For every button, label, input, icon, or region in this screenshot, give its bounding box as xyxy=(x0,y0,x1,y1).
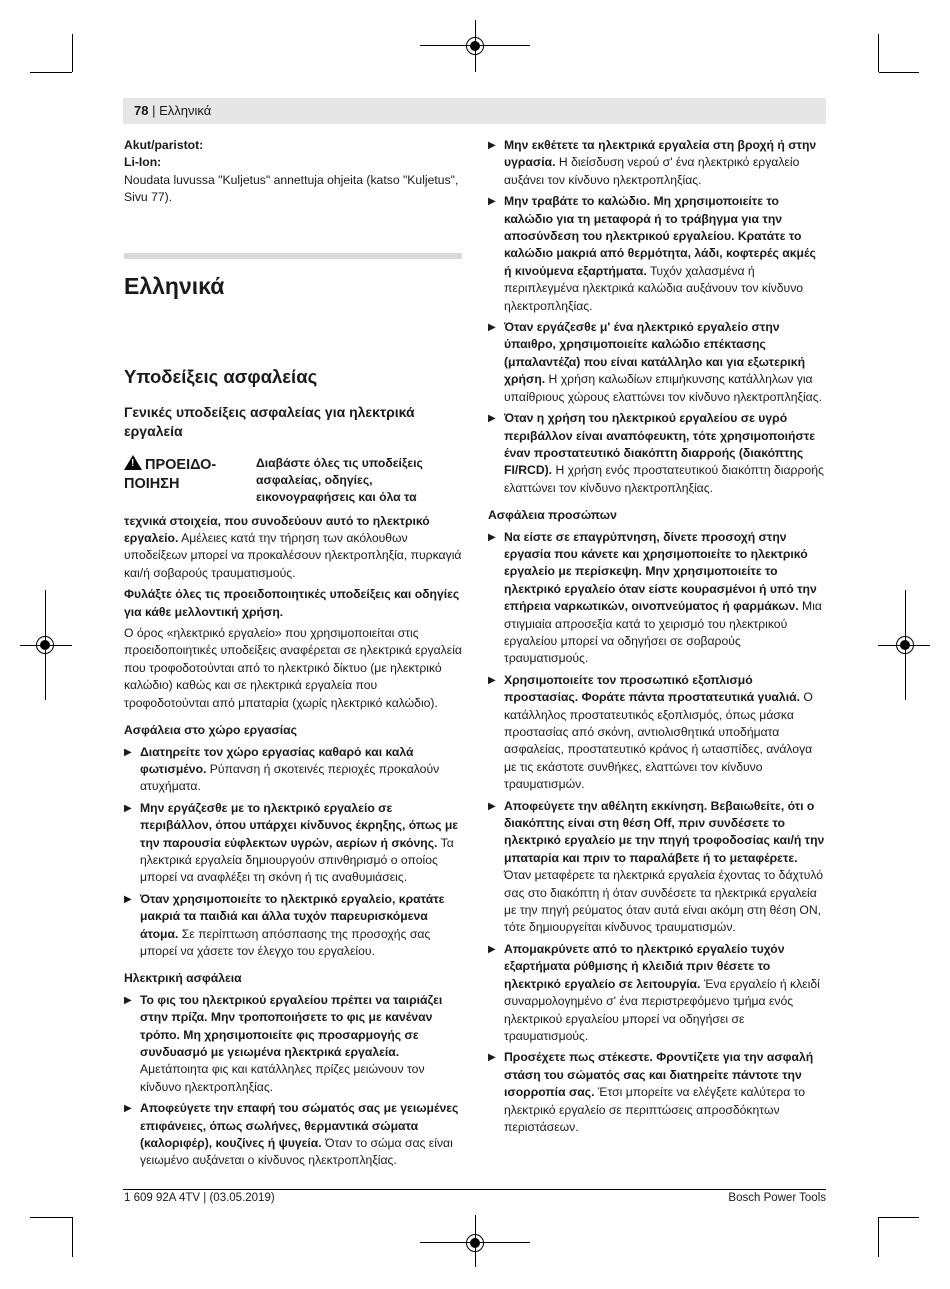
footer-rule xyxy=(123,1189,826,1190)
list-item: ▶ Το φις του ηλεκτρικού εργαλείου πρέπει να ταιριάζει στην πρίζα. Μην τροποποιήσετε το φις με κανέναν τρόπο. Μη χρησιμοποιείτε φις προσαρμογής σε συνδυασμό με γειωμένα ηλεκτρικά εργαλεία. Αμετάποιητα φις και κατάλληλες πρίζες μειώνουν τον κίνδυνο ηλεκτροπληξίας. xyxy=(124,992,462,1096)
intro-line-2: Li-Ion: xyxy=(124,155,162,170)
warning-continuation: τεχνικά στοιχεία, που συνοδεύουν αυτό το ηλεκτρικό εργαλείο. Αμέλειες κατά την τήρηση των ακόλουθων υποδείξεων μπορεί να προκαλέσουν ηλεκτροπληξία, πυρκαγιά και/ή σοβαρούς τραυματισμούς. xyxy=(124,513,462,580)
list-item: ▶ Αποφεύγετε την αθέλητη εκκίνηση. Βεβαιωθείτε, ότι ο διακόπτης είναι στη θέση Off, πριν συνδέσετε το ηλεκτρικό εργαλείο με την πηγή τροφοδοσίας και/ή την μπαταρία και πριν το παραλάβετε ή το μεταφέρετε. Όταν μεταφέρετε τα ηλεκτρικά εργαλεία έχοντας το δάχτυλό σας στο διακόπτη ή όταν συνδέσετε τα ηλεκτρικά εργαλεία με την πηγή ρεύματος όταν αυτά είναι ακόμη στη θέση ON, τότε δημιουργείται κίνδυνος τραυματισμών. xyxy=(488,798,826,937)
crop-mark xyxy=(879,1217,919,1218)
list-item: ▶ Αποφεύγετε την επαφή του σώματός σας με γειωμένες επιφάνειες, όπως σωλήνες, θερμαντικά σώματα (καλοριφέρ), κουζίνες ή ψυγεία. Όταν το σώμα σας είναι γειωμένο αυξάνεται ο κίνδυνος ηλεκτροπληξίας. xyxy=(124,1100,462,1170)
list-item: ▶ Όταν η χρήση του ηλεκτρικού εργαλείου σε υγρό περιβάλλον είναι αναπόφευκτη, τότε χρησιμοποιήστε έναν προστατευτικό διακόπτη διαρροής (διακόπτης FI/RCD). Η χρήση ενός προστατευτικού διακόπτη διαρροής ελαττώνει τον κίνδυνο ηλεκτροπληξίας. xyxy=(488,410,826,497)
intro-line-1: Akut/paristot: xyxy=(124,138,204,152)
keep-note: Φυλάξτε όλες τις προειδοποιητικές υποδείξεις και οδηγίες για κάθε μελλοντική χρήση. xyxy=(124,587,460,619)
crop-mark xyxy=(879,72,919,73)
warning-label: ! ΠΡΟΕΙΔΟ-ΠΟΙΗΣΗ xyxy=(124,456,217,492)
warning-block xyxy=(124,455,462,513)
list-item: ▶ Χρησιμοποιείτε τον προσωπικό εξοπλισμό προστασίας. Φοράτε πάντα προστατευτικά γυαλιά. Ο κατάλληλος προστατευτικός εξοπλισμός, όπως μάσκα προστασίας από σκόνη, αντιολισθητικά υποδήματα ασφαλείας, προστατευτικό κράνος ή ωτασπίδες, ανάλογα με τις εκάστοτε συνθήκες, ελαττώνει τον κίνδυνο τραυματισμών. xyxy=(488,672,826,794)
crop-mark xyxy=(72,34,73,72)
footer-brand: Bosch Power Tools xyxy=(728,1192,826,1204)
electrical-title: Ηλεκτρική ασφάλεια xyxy=(124,971,242,986)
crop-mark xyxy=(878,34,879,72)
list-item: ▶ Διατηρείτε τον χώρο εργασίας καθαρό και καλά φωτισμένο. Ρύπανση ή σκοτεινές περιοχές προκαλούν ατυχήματα. xyxy=(124,744,462,796)
list-item: ▶ Όταν χρησιμοποιείτε το ηλεκτρικό εργαλείο, κρατάτε μακριά τα παιδιά και άλλα τυχόν παρευρισκόμενα άτομα. Σε περίπτωση απόσπασης της προσοχής σας μπορεί να χάσετε τον έλεγχο του εργαλείου. xyxy=(124,891,462,961)
list-item: ▶ Όταν εργάζεσθε μ' ένα ηλεκτρικό εργαλείο στην ύπαιθρο, χρησιμοποιείτε καλώδιο επέκτασης (μπαλαντέζα) που είναι κατάλληλο και για εξωτερική χρήση. Η χρήση καλωδίων επιμήκυνσης κατάλληλων για υπαίθριους χώρους ελαττώνει τον κίνδυνο ηλεκτροπληξίας. xyxy=(488,319,826,406)
section-title: Ελληνικά xyxy=(124,272,225,299)
list-item: ▶ Να είστε σε επαγρύπνηση, δίνετε προσοχή στην εργασία που κάνετε και χρησιμοποιείτε το ηλεκτρικό εργαλείο με περίσκεψη. Μην χρησιμοποιείτε το ηλεκτρικό εργαλείο όταν είστε κουρασμένοι ή υπό την επήρεια ναρκωτικών, οινοπνεύματος ή φαρμάκων. Μια στιγμιαία απροσεξία κατά το χειρισμό του ηλεκτρικού εργαλείου μπορεί να οδηγήσει σε σοβαρούς τραυματισμούς. xyxy=(488,529,826,668)
list-item: ▶ Προσέχετε πως στέκεστε. Φροντίζετε για την ασφαλή στάση του σώματός σας και διατηρείτε πάντοτε την ισορροπία σας. Έτσι μπορείτε να ελέγξετε καλύτερα το ηλεκτρικό εργαλείο σε περιπτώσεις απροσδόκητων περιστάσεων. xyxy=(488,1049,826,1136)
crop-mark xyxy=(30,1217,72,1218)
section-rule xyxy=(124,253,462,259)
intro-text: Noudata luvussa "Kuljetus" annettuja ohjeita (katso "Kuljetus", Sivu 77). xyxy=(124,172,459,205)
crop-mark xyxy=(72,1217,73,1257)
personal-title: Ασφάλεια προσώπων xyxy=(488,508,617,523)
warning-text: Διαβάστε όλες τις υποδείξεις ασφαλείας, οδηγίες, εικονογραφήσεις και όλα τα xyxy=(256,455,423,505)
registration-mark xyxy=(896,636,914,654)
header-bar xyxy=(123,98,826,124)
page-number: 78 xyxy=(134,103,149,118)
right-column xyxy=(488,137,826,1136)
registration-mark xyxy=(466,37,484,55)
safety-title: Υποδείξεις ασφαλείας xyxy=(124,365,318,387)
page-header xyxy=(134,103,211,118)
crop-mark xyxy=(30,72,72,73)
registration-mark xyxy=(466,1234,484,1252)
list-item: ▶ Μην εργάζεσθε με το ηλεκτρικό εργαλείο σε περιβάλλον, όπου υπάρχει κίνδυνος έκρηξης, όπως με την παρουσία εύφλεκτων υγρών, αερίων ή σκόνης. Τα ηλεκτρικά εργαλεία δημιουργούν σπινθηρισμό ο οποίος μπορεί να αναφλέξει τη σκόνη ή τις αναθυμιάσεις. xyxy=(124,800,462,887)
workplace-title: Ασφάλεια στο χώρο εργασίας xyxy=(124,723,298,738)
left-column xyxy=(124,137,462,1170)
term-note: Ο όρος «ηλεκτρικό εργαλείο» που χρησιμοποιείται στις προειδοποιητικές υποδείξεις αναφέρεται σε ηλεκτρικά εργαλεία που τροφοδοτούνται από το ηλεκτρικό δίκτυο (με ηλεκτρικό καλώδιο) καθώς και σε ηλεκτρικά εργαλεία που τροφοδοτούνται από μπαταρία (χωρίς ηλεκτρικό καλώδιο). xyxy=(124,626,462,710)
general-title: Γενικές υποδείξεις ασφαλείας για ηλεκτρικά εργαλεία xyxy=(124,403,415,439)
registration-mark xyxy=(36,636,54,654)
footer-doc-id: 1 609 92A 4TV | (03.05.2019) xyxy=(124,1192,275,1204)
list-item: ▶ Απομακρύνετε από το ηλεκτρικό εργαλείο τυχόν εξαρτήματα ρύθμισης ή κλειδιά πριν θέσετε το ηλεκτρικό εργαλείο σε λειτουργία. Ένα εργαλείο ή κλειδί συναρμολογημένο σ' ένα περιστρεφόμενο τμήμα ενός ηλεκτρικού εργαλείου μπορεί να οδηγήσει σε τραυματισμούς. xyxy=(488,941,826,1045)
crop-mark xyxy=(878,1217,879,1257)
warning-triangle-icon: ! xyxy=(124,455,142,470)
list-item: ▶ Μην εκθέτετε τα ηλεκτρικά εργαλεία στη βροχή ή στην υγρασία. Η διείσδυση νερού σ' ένα ηλεκτρικό εργαλείο αυξάνει τον κίνδυνο ηλεκτροπληξίας. xyxy=(488,137,826,189)
list-item: ▶ Μην τραβάτε το καλώδιο. Μη χρησιμοποιείτε το καλώδιο για τη μεταφορά ή το τράβηγμα για την αποσύνδεση του ηλεκτρικού εργαλείου. Κρατάτε το καλώδιο μακριά από θερμότητα, λάδι, κοφτερές ακμές ή κινούμενα εξαρτήματα. Τυχόν χαλασμένα ή περιπλεγμένα ηλεκτρικά καλώδια αυξάνουν τον κίνδυνο ηλεκτροπληξίας. xyxy=(488,193,826,315)
header-language: Ελληνικά xyxy=(159,103,212,118)
header-separator: | xyxy=(152,103,156,118)
